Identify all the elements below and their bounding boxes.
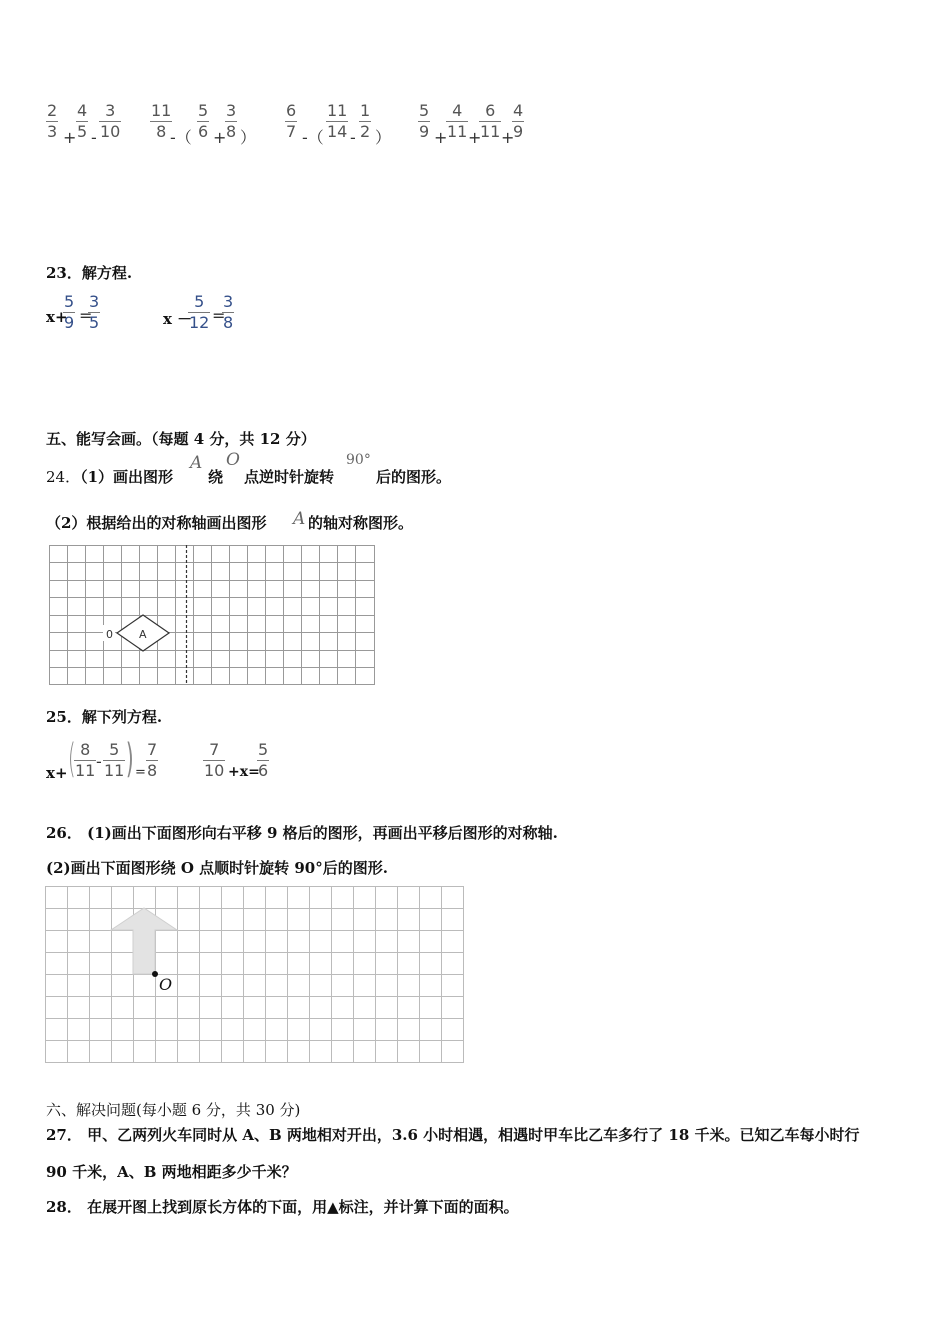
fraction: 7 8 [147,740,158,780]
grid-label-a: A [139,628,147,641]
shape-a-label-2: A [293,509,306,529]
equation-prefix: x+ [46,308,68,326]
question-25-title: 25．解下列方程. [46,708,163,726]
q26-grid [45,886,465,1064]
fraction: 5 11 [104,740,125,780]
question-24-part-2: （2）根据给出的对称轴画出图形 [46,514,267,532]
fraction: 1 2 [360,101,371,141]
equation-prefix: x － [163,310,193,328]
text-after: 后的图形。 [376,468,452,486]
fraction: 2 3 [47,101,58,141]
operator: ） [375,128,392,147]
operator: + [501,128,515,147]
fraction: 3 10 [100,101,121,141]
section-6-title: 六、解决问题(每小题 6 分，共 30 分) [46,1101,301,1119]
operator: - [96,752,102,771]
operator: - [91,128,97,147]
equation-middle: +x= [228,764,260,780]
fraction: 5 6 [258,740,269,780]
question-28-line-1: 28． 在展开图上找到原长方体的下面，用▲标注，并计算下面的面积。 [46,1198,519,1216]
question-24-part-1: 24．（1）画出图形 [46,468,174,486]
fraction: 3 8 [226,101,237,141]
operator: + [213,128,227,147]
equals-sign: = [135,765,146,780]
fraction: 4 9 [513,101,524,141]
q24-grid [49,545,376,687]
operator: + [434,128,448,147]
fraction: 8 11 [75,740,96,780]
operator: + [468,128,482,147]
equals-sign: = [212,306,226,325]
fraction: 5 9 [419,101,430,141]
fraction: 6 11 [480,101,501,141]
shape-a-label: A [190,453,203,473]
text-rotate: 点逆时针旋转 [244,468,335,486]
equals-sign: = [79,306,93,325]
fraction: 4 5 [77,101,88,141]
fraction: 11 8 [151,101,172,141]
fraction: 5 6 [198,101,209,141]
operator: -（ [170,128,192,147]
fraction: 5 12 [189,292,210,332]
fraction: 11 14 [327,101,348,141]
fraction: 6 7 [286,101,297,141]
angle-label: 90° [346,452,371,468]
question-26-line-2: (2)画出下面图形绕 O 点顺时针旋转 90°后的图形. [46,859,388,877]
grid-label-o: 0 [106,628,113,641]
arrow-shape [111,908,177,974]
section-5-title: 五、能写会画。（每题 4 分，共 12 分） [46,430,316,448]
point-o-label: O [159,975,173,994]
operator: + [63,128,77,147]
question-23-title: 23．解方程. [46,264,133,282]
operator: ） [240,128,257,147]
fraction: 3 5 [89,292,100,332]
right-paren: ) [125,736,134,782]
operator: - [350,128,356,147]
question-26-line-1: 26． (1)画出下面图形向右平移 9 格后的图形，再画出平移后图形的对称轴. [46,824,558,842]
text-around: 绕 [208,468,224,486]
fraction: 4 11 [447,101,468,141]
text-axis-symmetric: 的轴对称图形。 [308,514,414,532]
fraction: 5 9 [64,292,75,332]
question-27-line-2: 90 千米，A、B 两地相距多少千米？ [46,1163,297,1181]
fraction: 3 8 [223,292,234,332]
point-o [152,971,158,977]
point-o-label: O [226,450,240,470]
operator: -（ [302,128,324,147]
equation-prefix: x+ [46,764,68,782]
fraction: 7 10 [204,740,225,780]
question-27-line-1: 27． 甲、乙两列火车同时从 A、B 两地相对开出，3.6 小时相遇，相遇时甲车比乙车多行了 18 千米。已知乙车每小时行 [46,1126,860,1144]
left-paren: ( [67,736,76,782]
